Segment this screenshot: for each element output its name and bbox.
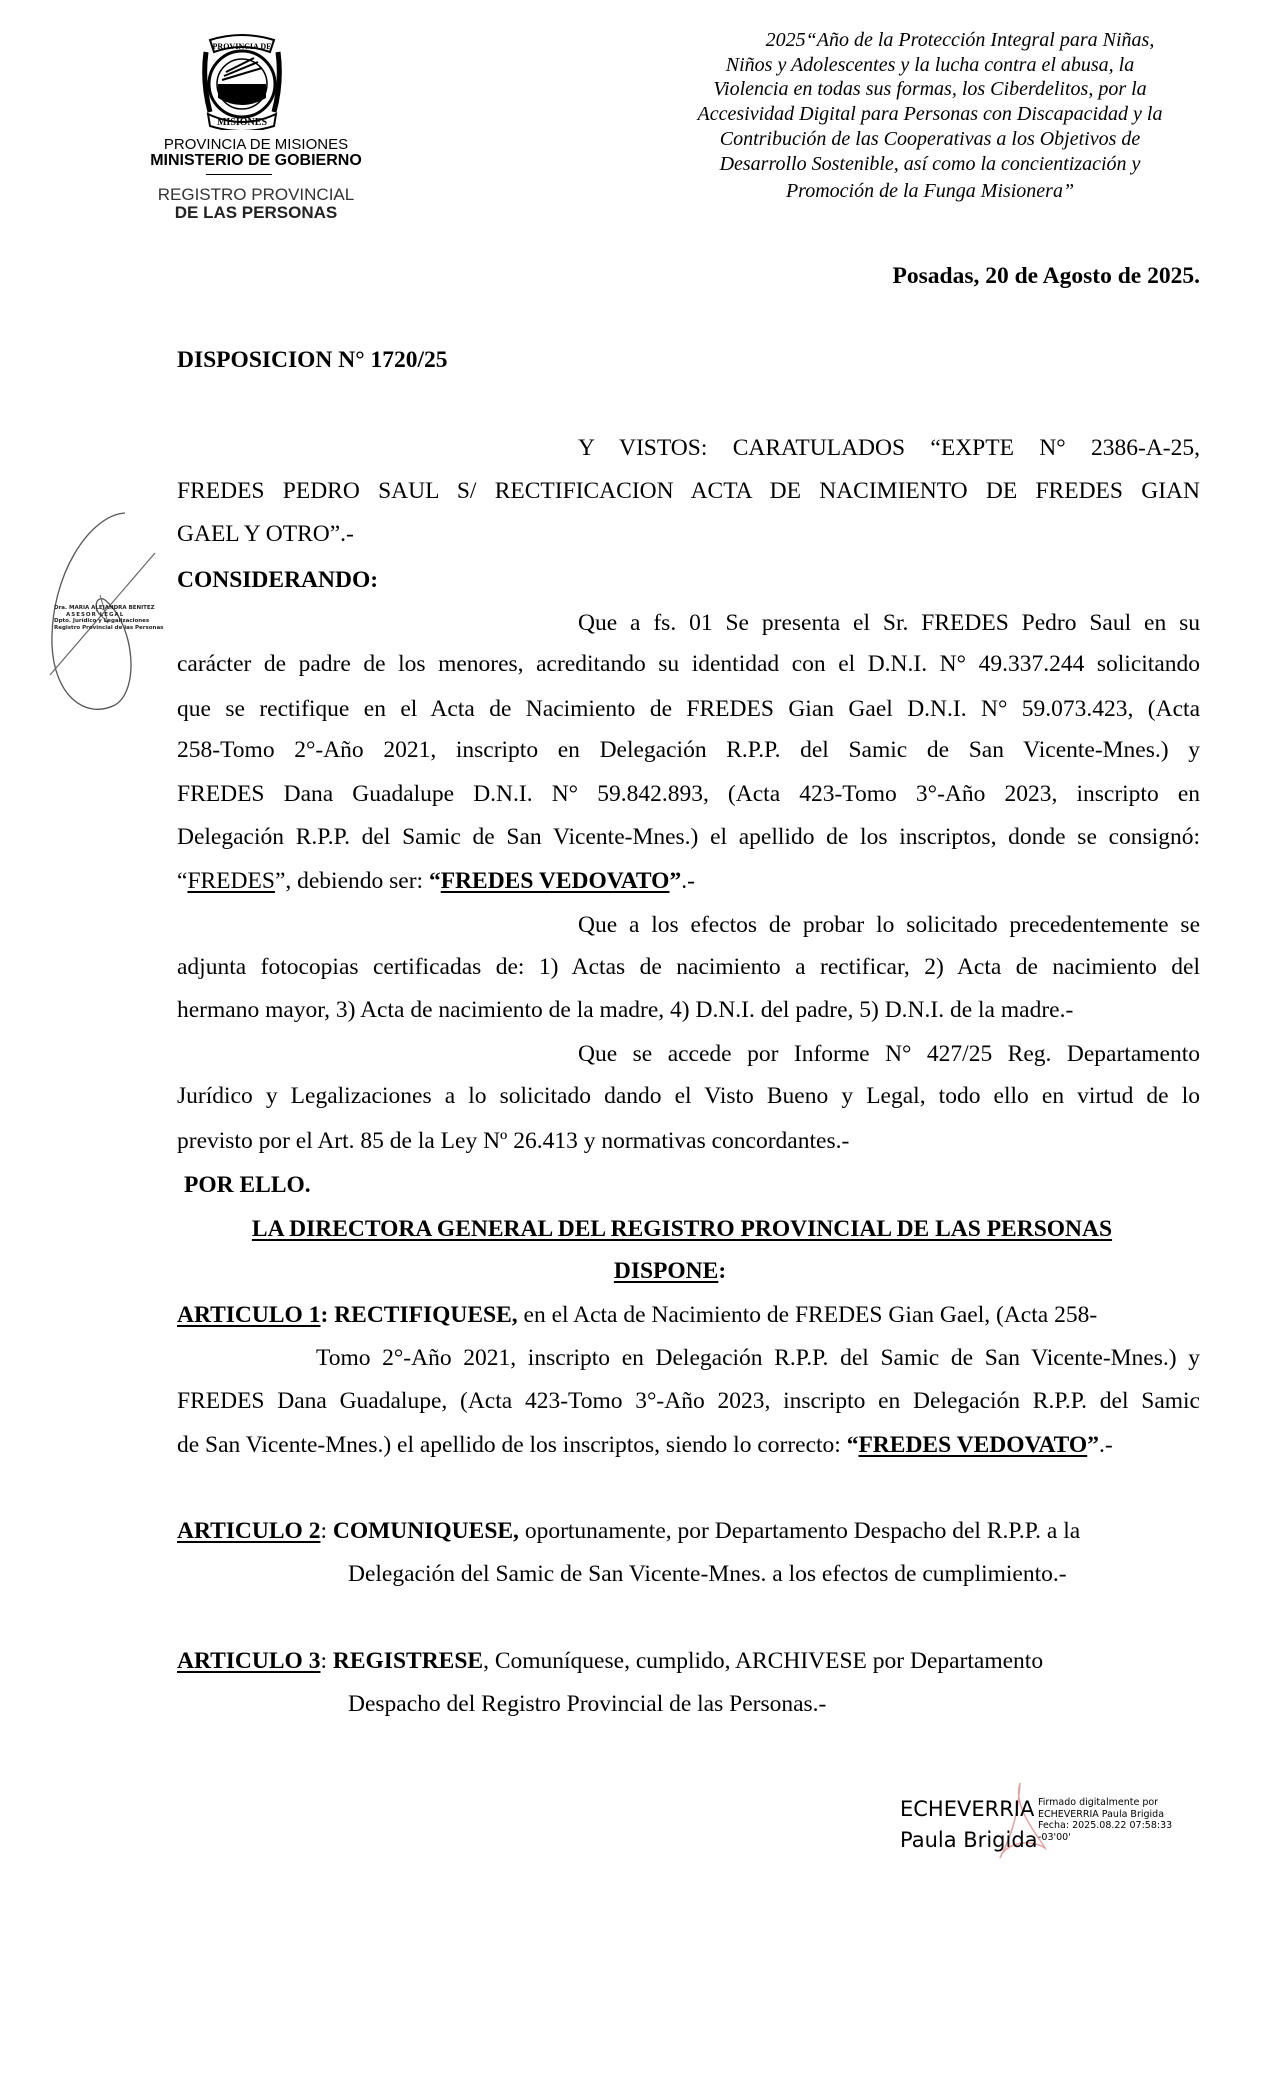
signature-detail-line: Firmado digitalmente por	[1038, 1797, 1159, 1808]
text-segment: hermano mayor, 3) Acta de nacimiento de la madre, 4) D.N.I. del padre, 5) D.N.I. de la madre.-	[177, 997, 1074, 1023]
text-segment: :	[320, 1648, 333, 1674]
article-1-line	[177, 1386, 1200, 1416]
considerando-line	[177, 866, 1200, 896]
text-segment: Que a los efectos de probar lo solicitado precedentemente se	[578, 912, 1200, 938]
vistos-line	[578, 433, 1200, 463]
considerando-line	[177, 1081, 1200, 1111]
province-seal-icon	[196, 32, 288, 130]
registry-name-line1: REGISTRO PROVINCIAL	[157, 185, 355, 204]
vistos-line	[177, 519, 1200, 549]
text-segment: LA DIRECTORA GENERAL DEL REGISTRO PROVINCIAL DE LAS PERSONAS	[251, 1216, 1113, 1242]
motto-line: Promoción de la Funga Misionera”	[785, 180, 1075, 203]
text-segment: 258-Tomo 2°-Año 2021, inscripto en Delegación R.P.P. del Samic de San Vicente-Mnes.) y	[177, 737, 1200, 763]
text-segment: DISPONE	[613, 1258, 719, 1284]
text-segment: Delegación del Samic de San Vicente-Mnes. a los efectos de cumplimiento.-	[348, 1561, 1067, 1587]
disposition-number	[177, 345, 1200, 375]
text-segment: :	[320, 1518, 333, 1544]
text-segment: de San Vicente-Mnes.) el apellido de los inscriptos, siendo lo correcto:	[177, 1432, 847, 1458]
article-2-line	[177, 1516, 1200, 1546]
text-segment: COMUNIQUESE,	[332, 1518, 519, 1544]
text-segment: FREDES	[187, 868, 275, 894]
director-heading	[182, 1214, 1182, 1244]
considerando-line	[177, 694, 1200, 724]
text-segment: ARTICULO 3	[177, 1648, 321, 1674]
considerando-heading	[177, 565, 1200, 595]
legal-advisor-stamp	[30, 505, 170, 720]
text-segment: Tomo 2°-Año 2021, inscripto en Delegación R.P.P. del Samic de San Vicente-Mnes.) y	[316, 1345, 1200, 1371]
article-1-line	[177, 1430, 1200, 1460]
signature-detail-line: -03'00'	[1038, 1831, 1071, 1843]
text-segment: ARTICULO 2	[177, 1518, 321, 1544]
text-segment: REGISTRESE	[332, 1648, 484, 1674]
text-segment: adjunta fotocopias certificadas de: 1) Actas de nacimiento a rectificar, 2) Acta de nacimiento del	[177, 954, 1200, 980]
motto-line: Niños y Adolescentes y la lucha contra el abusa, la	[725, 53, 1135, 76]
text-segment: “	[846, 1432, 859, 1458]
considerando-line	[177, 649, 1200, 679]
text-segment: Delegación R.P.P. del Samic de San Vicente-Mnes.) el apellido de los inscriptos, donde se consignó:	[177, 824, 1200, 850]
vistos-line	[177, 476, 1200, 506]
text-segment: Despacho del Registro Provincial de las Personas.-	[348, 1691, 827, 1717]
considerando-line	[177, 995, 1200, 1025]
article-2-line	[348, 1559, 1200, 1589]
text-segment: “	[177, 868, 188, 894]
text-segment: Que a fs. 01 Se presenta el Sr. FREDES Pedro Saul en su	[578, 610, 1200, 636]
header-divider	[206, 174, 272, 175]
text-segment: ”	[1087, 1432, 1099, 1458]
motto-line: Violencia en todas sus formas, los Ciberdelitos, por la	[713, 78, 1147, 101]
signature-details	[1038, 1797, 1172, 1843]
text-segment: :	[718, 1258, 727, 1284]
considerando-line	[177, 1126, 1200, 1156]
stamp-line: ASESOR LEGAL	[66, 611, 125, 618]
motto-line: Desarrollo Sostenible, así como la concientización y	[719, 152, 1141, 175]
text-segment: ”	[669, 868, 682, 894]
stamp-line: Dra. MARIA ALEJANDRA BENITEZ	[54, 605, 155, 611]
considerando-line	[177, 735, 1200, 765]
text-segment: que se rectifique en el Acta de Nacimiento de FREDES Gian Gael D.N.I. N° 59.073.423, (Acta	[177, 696, 1200, 722]
text-segment: ARTICULO 1	[177, 1302, 321, 1328]
province-name: PROVINCIA DE MISIONES	[163, 136, 349, 153]
stamp-line: Dpto. Jurídico y Legalizaciones	[54, 618, 150, 624]
dispone-heading	[170, 1256, 1170, 1286]
text-segment: FREDES Dana Guadalupe D.N.I. N° 59.842.893, (Acta 423-Tomo 3°-Año 2023, inscripto en	[177, 781, 1200, 807]
por-ello-heading	[184, 1170, 1200, 1200]
year-motto	[640, 28, 1220, 204]
text-segment: FREDES Dana Guadalupe, (Acta 423-Tomo 3°-Año 2023, inscripto en Delegación R.P.P. del Samic	[177, 1388, 1200, 1414]
text-segment: Jurídico y Legalizaciones a lo solicitado dando el Visto Bueno y Legal, todo ello en virtud de lo	[177, 1083, 1200, 1109]
motto-line: Accesividad Digital para Personas con Discapacidad y la	[697, 103, 1163, 126]
date-line	[177, 261, 1200, 291]
considerando-line	[578, 608, 1200, 638]
stamp-line: Registro Provincial de las Personas	[54, 624, 164, 631]
text-segment: FREDES VEDOVATO	[440, 868, 670, 894]
text-segment: carácter de padre de los menores, acreditando su identidad con el D.N.I. N° 49.337.244 solicitando	[177, 651, 1200, 677]
text-segment: DISPOSICION N° 1720/25	[177, 347, 448, 373]
considerando-line	[578, 1039, 1200, 1069]
text-segment: FREDES VEDOVATO	[858, 1432, 1088, 1458]
article-1-line	[177, 1300, 1200, 1330]
considerando-line	[177, 822, 1200, 852]
text-segment: POR ELLO.	[184, 1172, 311, 1198]
motto-line: Contribución de las Cooperativas a los Objetivos de	[719, 127, 1141, 150]
registry-name-line2: DE LAS PERSONAS	[174, 203, 338, 222]
text-segment: Y VISTOS: CARATULADOS “EXPTE N° 2386-A-25,	[578, 435, 1200, 461]
svg-text:PROVINCIA DE: PROVINCIA DE	[212, 42, 272, 51]
signature-detail-line: ECHEVERRIA Paula Brigida	[1038, 1808, 1165, 1820]
text-segment: “	[428, 868, 441, 894]
article-3-line	[177, 1646, 1200, 1676]
signer-name-line1: ECHEVERRIA	[900, 1797, 1035, 1821]
svg-text:MISIONES: MISIONES	[216, 117, 268, 128]
signature-detail-line: Fecha: 2025.08.22 07:58:33	[1038, 1820, 1173, 1831]
text-segment: , Comuníquese, cumplido, ARCHIVESE por Departamento	[483, 1648, 1044, 1674]
text-segment: Que se accede por Informe N° 427/25 Reg. Departamento	[578, 1041, 1200, 1067]
text-segment: FREDES PEDRO SAUL S/ RECTIFICACION ACTA DE NACIMIENTO DE FREDES GIAN	[177, 478, 1200, 504]
text-segment: .-	[681, 868, 695, 894]
text-segment: ”, debiendo ser:	[274, 868, 429, 894]
considerando-line	[578, 910, 1200, 940]
signer-name-line2: Paula Brigida	[900, 1828, 1038, 1852]
article-1-line	[316, 1343, 1200, 1373]
considerando-line	[177, 779, 1200, 809]
ministry-name: MINISTERIO DE GOBIERNO	[150, 152, 362, 169]
text-segment: .-	[1098, 1432, 1113, 1458]
text-segment: oportunamente, por Departamento Despacho del R.P.P. a la	[518, 1518, 1081, 1544]
considerando-line	[177, 952, 1200, 982]
text-segment: CONSIDERANDO:	[177, 567, 379, 593]
text-segment: : RECTIFIQUESE,	[320, 1302, 518, 1328]
text-segment: previsto por el Art. 85 de la Ley Nº 26.413 y normativas concordantes.-	[177, 1128, 850, 1154]
motto-line: 2025“Año de la Protección Integral para Niñas,	[765, 29, 1155, 51]
text-segment: Posadas, 20 de Agosto de 2025.	[892, 263, 1200, 289]
text-segment: GAEL Y OTRO”.-	[177, 521, 354, 547]
text-segment: en el Acta de Nacimiento de FREDES Gian Gael, (Acta 258-	[517, 1302, 1098, 1328]
article-3-line	[348, 1689, 1200, 1719]
